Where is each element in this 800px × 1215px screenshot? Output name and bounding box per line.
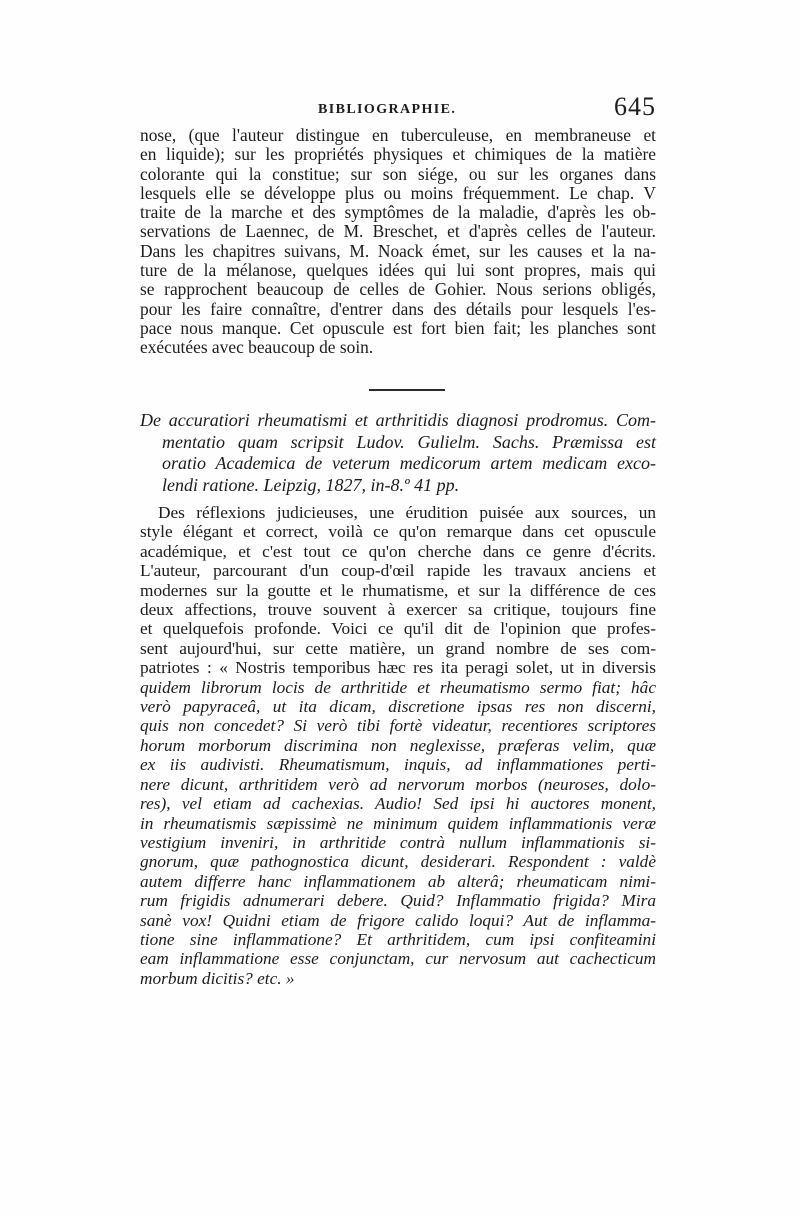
entry-title-line: mentatio quam scripsit Ludov. Gulielm. Sachs. Præmissa est bbox=[162, 431, 656, 452]
text-line: deux affections, trouve souvent à exercer sa critique, toujours fine bbox=[140, 600, 656, 620]
text-line: servations de Laennec, de M. Breschet, et d'après celles de l'auteur. bbox=[140, 221, 656, 242]
running-head: BIBLIOGRAPHIE. bbox=[318, 102, 457, 117]
quote-line: horum morborum discrimina non neglexisse, præferas velim, quæ bbox=[140, 735, 656, 755]
page-header bbox=[140, 92, 656, 128]
text-line: ture de la mélanose, quelques idées qui lui sont propres, mais qui bbox=[140, 260, 656, 281]
text-line: L'auteur, parcourant d'un coup-d'œil rapide les travaux anciens et bbox=[140, 561, 656, 581]
quote-line: in rheumatismis sæpissimè ne minimum quidem inflammationis veræ bbox=[140, 813, 656, 833]
quote-line: nere dicunt, arthritidem verò ad nervorum morbos (neuroses, dolo- bbox=[140, 774, 656, 794]
quote-line: tione sine inflammatione? Et arthritidem, cum ipsi confiteamini bbox=[140, 929, 656, 949]
quote-line: res), vel etiam ad cachexias. Audio! Sed ipsi hi auctores monent, bbox=[140, 794, 656, 814]
text-line: sent aujourd'hui, sur cette matière, un grand nombre de ses com- bbox=[140, 638, 656, 658]
page-number: 645 bbox=[614, 92, 656, 121]
text-line: lesquels elle se développe plus ou moins fréquemment. Le chap. V bbox=[140, 182, 656, 203]
text-line: académique, et c'est tout ce qu'on cherche dans ce genre d'écrits. bbox=[140, 541, 656, 561]
section-divider bbox=[369, 389, 445, 391]
quote-line: quidem librorum locis de arthritide et rheumatismo sermo fiat; hâc bbox=[140, 677, 656, 697]
entry-title-line: lendi ratione. Leipzig, 1827, in-8.º 41 pp. bbox=[162, 474, 460, 495]
text-line: patriotes : « Nostris temporibus hæc res ita peragi solet, ut in diversis bbox=[140, 658, 656, 678]
text-line: Dans les chapitres suivans, M. Noack émet, sur les causes et la na- bbox=[140, 240, 656, 261]
text-line: modernes sur la goutte et le rhumatisme, et sur la différence de ces bbox=[140, 580, 656, 600]
text-line: style élégant et correct, voilà ce qu'on remarque dans cet opuscule bbox=[140, 522, 656, 542]
text-line: pour les faire connaître, d'entrer dans des détails pour lesquels l'es- bbox=[140, 298, 656, 319]
quote-line: verò papyraceâ, ut ita dicam, discretione ipsas res non discerni, bbox=[140, 697, 656, 717]
text-line: Des réflexions judicieuses, une érudition puisée aux sources, un bbox=[158, 503, 656, 522]
quote-line: morbum dicitis? etc. » bbox=[140, 968, 295, 988]
quote-line: rum frigidis adnumerari debere. Quid? Inflammatio frigida? Mira bbox=[140, 891, 656, 911]
review-paragraph bbox=[140, 503, 656, 988]
bibliographic-entry bbox=[140, 410, 656, 496]
text-line: nose, (que l'auteur distingue en tuberculeuse, en membraneuse et bbox=[140, 125, 656, 145]
quote-line: eam inflammatione esse conjunctam, cur nervosum aut cachecticum bbox=[140, 949, 656, 969]
text-line: colorante qui la constitue; sur son siége, ou sur les organes dans bbox=[140, 163, 656, 184]
text-line: en liquide); sur les propriétés physiques et chimiques de la matière bbox=[140, 144, 656, 165]
text-line: se rapprochent beaucoup de celles de Gohier. Nous serions obligés, bbox=[140, 279, 656, 300]
quote-line: gnorum, quæ pathognostica dicunt, desiderari. Respondent : valdè bbox=[140, 852, 656, 872]
entry-title-line: oratio Academica de veterum medicorum artem medicam exco- bbox=[162, 453, 656, 474]
quote-line: sanè vox! Quidni etiam de frigore calido loqui? Aut de inflamma- bbox=[140, 910, 656, 930]
text-line: traite de la marche et des symptômes de la maladie, d'après les ob- bbox=[140, 202, 656, 223]
text-line: et quelquefois profonde. Voici ce qu'il dit de l'opinion que profes- bbox=[140, 619, 656, 639]
quote-line: quis non concedet? Si verò tibi fortè videatur, recentiores scriptores bbox=[140, 716, 656, 736]
quote-line: ex iis audivisti. Rheumatismum, inquis, ad inflammationes perti- bbox=[140, 755, 656, 775]
quote-line: vestigium inveniri, in arthritide contrà nullum inflammationis si- bbox=[140, 832, 656, 852]
text-line: exécutées avec beaucoup de soin. bbox=[140, 337, 374, 358]
text-line: pace nous manque. Cet opuscule est fort bien fait; les planches sont bbox=[140, 317, 656, 338]
continued-paragraph bbox=[140, 126, 656, 358]
entry-title-line: De accuratiori rheumatismi et arthritidis diagnosi prodromus. Com- bbox=[140, 410, 656, 430]
quote-line: autem differre hanc inflammationem ab alterâ; rheumaticam nimi- bbox=[140, 871, 656, 891]
